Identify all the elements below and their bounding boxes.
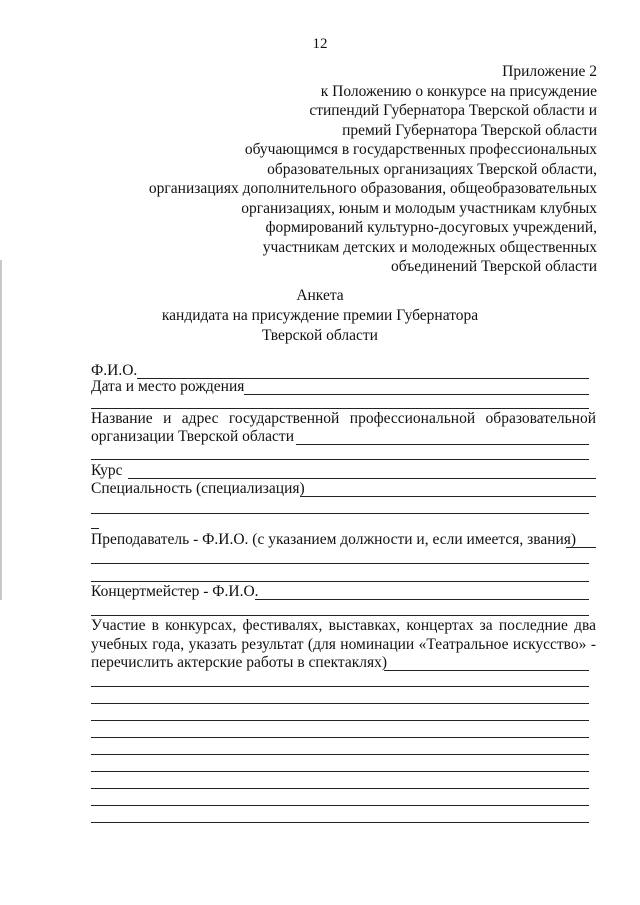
teacher-field[interactable] [566,547,596,548]
appendix-line: Приложение 2 [502,63,597,80]
accompanist-field[interactable] [255,599,589,600]
specialty-field-extra-line[interactable] [91,513,589,514]
organization-field-extra-line[interactable] [91,459,589,460]
appendix-line: организациях дополнительного образования, общеобразовательных [148,180,597,197]
birth-label: Дата и место рождения [91,378,245,395]
course-field[interactable] [128,478,596,479]
appendix-line: к Положению о конкурсе на присуждение [320,82,597,100]
appendix-line: участникам детских и молодежных общественных [262,238,597,256]
specialty-label: Специальность (специализация) [91,480,305,497]
appendix-line: стипендий Губернатора Тверской области и [309,102,597,119]
answer-line[interactable] [91,686,589,687]
answer-line[interactable] [91,703,589,704]
appendix-line: формирований культурно-досуговых учреждений, [265,219,597,236]
answer-line[interactable] [91,788,589,789]
participation-label-end: перечислить актерские работы в спектаклях) [91,654,388,671]
answer-line[interactable] [91,771,589,772]
fio-label: Ф.И.О. [91,362,138,379]
participation-field[interactable] [384,670,589,671]
stray-mark [91,528,99,529]
form-title [0,286,640,346]
accompanist-label: Концертмейстер - Ф.И.О. [91,583,259,600]
teacher-label: Преподаватель - Ф.И.О. (с указанием должности и, если имеется, звания) [91,531,577,548]
appendix-line: объединений Тверской области [391,258,597,275]
answer-line[interactable] [91,805,589,806]
teacher-field-extra-line-2[interactable] [91,581,589,582]
appendix-line: организациях, юным и молодым участникам клубных [241,199,597,217]
form-title-line: кандидата на присуждение премии Губернатора [161,307,479,324]
appendix-line: обучающимся в государственных профессиональных [244,141,597,158]
appendix-line: образовательных организациях Тверской области, [267,160,597,178]
birth-field-extra-line[interactable] [91,408,589,409]
form-title-line: Тверской области [262,327,378,344]
organization-label-cont: организации Тверской области [91,428,294,445]
participation-label: Участие в конкурсах, фестивалях, выставках, концертах за последние два [91,617,596,634]
appendix-header [77,62,597,277]
form-title-line: Анкета [296,287,344,304]
teacher-field-extra-line-1[interactable] [91,563,589,564]
answer-line[interactable] [91,822,589,823]
organization-field[interactable] [296,444,589,445]
birth-field[interactable] [244,394,589,395]
specialty-field[interactable] [300,496,596,497]
page-number: 12 [312,36,328,52]
course-label: Курс [91,462,123,479]
accompanist-field-extra-line[interactable] [91,615,589,616]
answer-line[interactable] [91,737,589,738]
appendix-line: премий Губернатора Тверской области [342,121,597,139]
organization-label: Название и адрес государственной профессиональной образовательной [91,410,596,427]
answer-line[interactable] [91,720,589,721]
answer-line[interactable] [91,754,589,755]
participation-label-cont: учебных года, указать результат (для номинации «Театральное искусство» - [91,636,596,653]
